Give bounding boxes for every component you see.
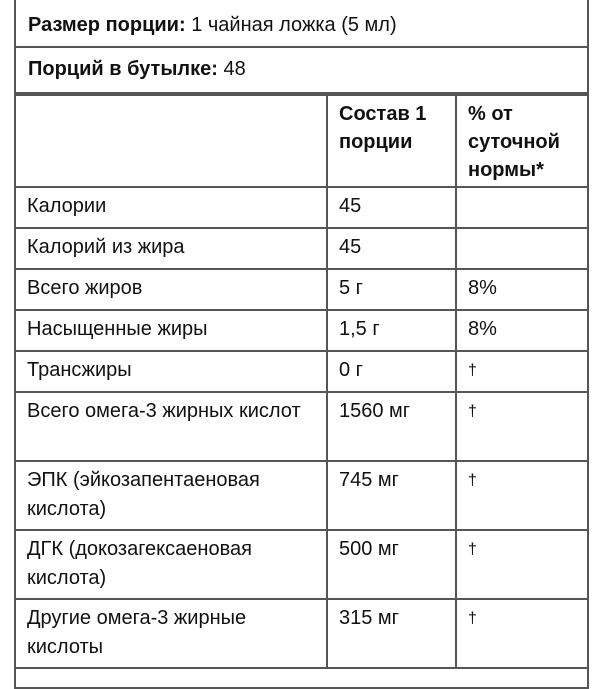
table-row-partial: [15, 668, 588, 688]
nutrient-amount: 500 мг: [327, 530, 456, 599]
nutrient-daily-value: 8%: [456, 269, 588, 310]
table-row: [15, 310, 588, 351]
nutrient-name: Другие омега-3 жирные кислоты: [15, 599, 327, 668]
nutrient-name: ЭПК (эйкозапентаеновая кислота): [15, 461, 327, 530]
table-row: [15, 461, 588, 530]
serving-size-value: 1 чайная ложка (5 мл): [191, 14, 397, 36]
header-amount: Состав 1 порции: [327, 95, 456, 187]
nutrient-amount: 315 мг: [327, 599, 456, 668]
nutrient-name: Насыщенные жиры: [15, 310, 327, 351]
table-row: [15, 187, 588, 228]
serving-size-label: Размер порции:: [28, 14, 186, 36]
servings-per-container-row: [14, 48, 589, 94]
nutrient-name: ДГК (докозагексаеновая кислота): [15, 530, 327, 599]
nutrient-amount: 1560 мг: [327, 392, 456, 461]
nutrient-amount: 45: [327, 187, 456, 228]
nutrient-name: Калорий из жира: [15, 228, 327, 269]
table-header: [15, 95, 588, 187]
nutrient-amount: 745 мг: [327, 461, 456, 530]
nutrient-amount: 1,5 г: [327, 310, 456, 351]
servings-value: 48: [223, 58, 246, 80]
nutrition-facts: [14, 0, 589, 689]
header-daily-value: % от суточной нормы*: [456, 95, 588, 187]
nutrient-amount: 45: [327, 228, 456, 269]
nutrient-daily-value: †: [456, 351, 588, 392]
nutrient-name: Трансжиры: [15, 351, 327, 392]
nutrient-name: Всего омега-3 жирных кислот: [15, 392, 327, 461]
nutrient-amount: 5 г: [327, 269, 456, 310]
header-nutrient: [15, 95, 327, 187]
serving-size-row: [14, 0, 589, 48]
nutrient-daily-value: 8%: [456, 310, 588, 351]
nutrient-daily-value: †: [456, 599, 588, 668]
nutrient-daily-value: [456, 228, 588, 269]
table-row: [15, 530, 588, 599]
nutrient-daily-value: †: [456, 461, 588, 530]
table-row: [15, 392, 588, 461]
nutrient-daily-value: †: [456, 530, 588, 599]
nutrient-daily-value: [456, 187, 588, 228]
nutrient-name: Всего жиров: [15, 269, 327, 310]
servings-label: Порций в бутылке:: [28, 58, 218, 80]
table-row: [15, 351, 588, 392]
table-row: [15, 599, 588, 668]
nutrient-table: [14, 94, 589, 689]
nutrient-name: Калории: [15, 187, 327, 228]
table-row: [15, 269, 588, 310]
partial-cell: [15, 668, 588, 688]
nutrient-daily-value: †: [456, 392, 588, 461]
table-row: [15, 228, 588, 269]
nutrient-amount: 0 г: [327, 351, 456, 392]
